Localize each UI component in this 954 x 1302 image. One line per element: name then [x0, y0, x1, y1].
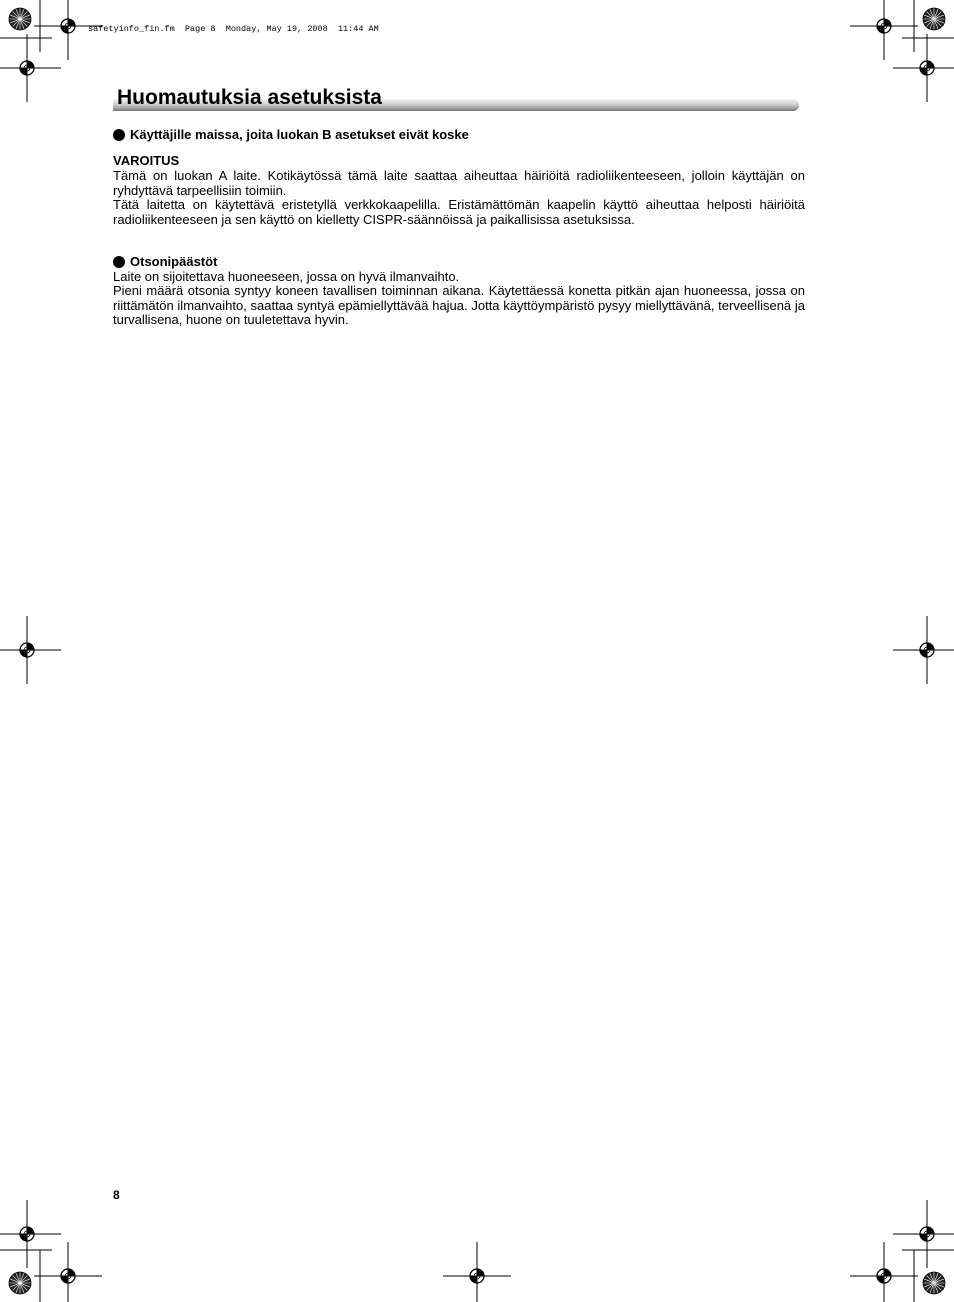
- registration-mark-icon: [0, 616, 61, 684]
- color-wheel-icon: [923, 1272, 945, 1294]
- registration-mark-icon: [893, 34, 954, 102]
- registration-mark-icon: [893, 1200, 954, 1268]
- page-number: 8: [113, 1188, 120, 1202]
- section-heading-text: Otsonipäästöt: [130, 254, 218, 269]
- warning-label: VAROITUS: [113, 152, 180, 168]
- color-wheel-icon: [9, 8, 31, 30]
- page-title: Huomautuksia asetuksista: [117, 86, 382, 109]
- registration-mark-icon: [34, 0, 102, 60]
- section-heading-text: Käyttäjille maissa, joita luokan B asetukset eivät koske: [130, 127, 469, 142]
- print-meta-line: safetyinfo_fin.fm Page 8 Monday, May 19, 2008 11:44 AM: [88, 24, 379, 34]
- color-wheel-icon: [9, 1272, 31, 1294]
- paragraph: Pieni määrä otsonia syntyy koneen tavallisen toiminnan aikana. Käytettäessä konetta pitkän ajan huoneessa, jossa on riittämätön ilmanvaihto, saattaa syntyä epämiellyttävää hajua. Jotta käyttöympäristö pysyy miellyttävänä, terveellisenä ja turvallisena, huone on tuuletettava hyvin.: [113, 283, 805, 327]
- registration-mark-icon: [850, 0, 918, 60]
- paragraph: Laite on sijoitettava huoneeseen, jossa on hyvä ilmanvaihto.: [113, 268, 460, 284]
- paragraph: Tämä on luokan A laite. Kotikäytössä tämä laite saattaa aiheuttaa häiriöitä radioliikenteeseen, jolloin käyttäjän on ryhdyttävä tarpeellisiin toimiin.: [113, 168, 805, 198]
- color-wheel-icon: [923, 8, 945, 30]
- registration-mark-icon: [893, 616, 954, 684]
- registration-mark-icon: [0, 1200, 61, 1268]
- registration-mark-icon: [850, 1242, 918, 1302]
- registration-mark-icon: [0, 34, 61, 102]
- registration-mark-icon: [34, 1242, 102, 1302]
- registration-mark-icon: [443, 1242, 511, 1302]
- paragraph: Tätä laitetta on käytettävä eristetyllä verkkokaapelilla. Eristämättömän kaapelin käyttö aiheuttaa helposti häiriöitä radioliikenteeseen ja sen käyttö on kielletty CISPR-säännöissä ja paikallisissa asetuksissa.: [113, 197, 805, 227]
